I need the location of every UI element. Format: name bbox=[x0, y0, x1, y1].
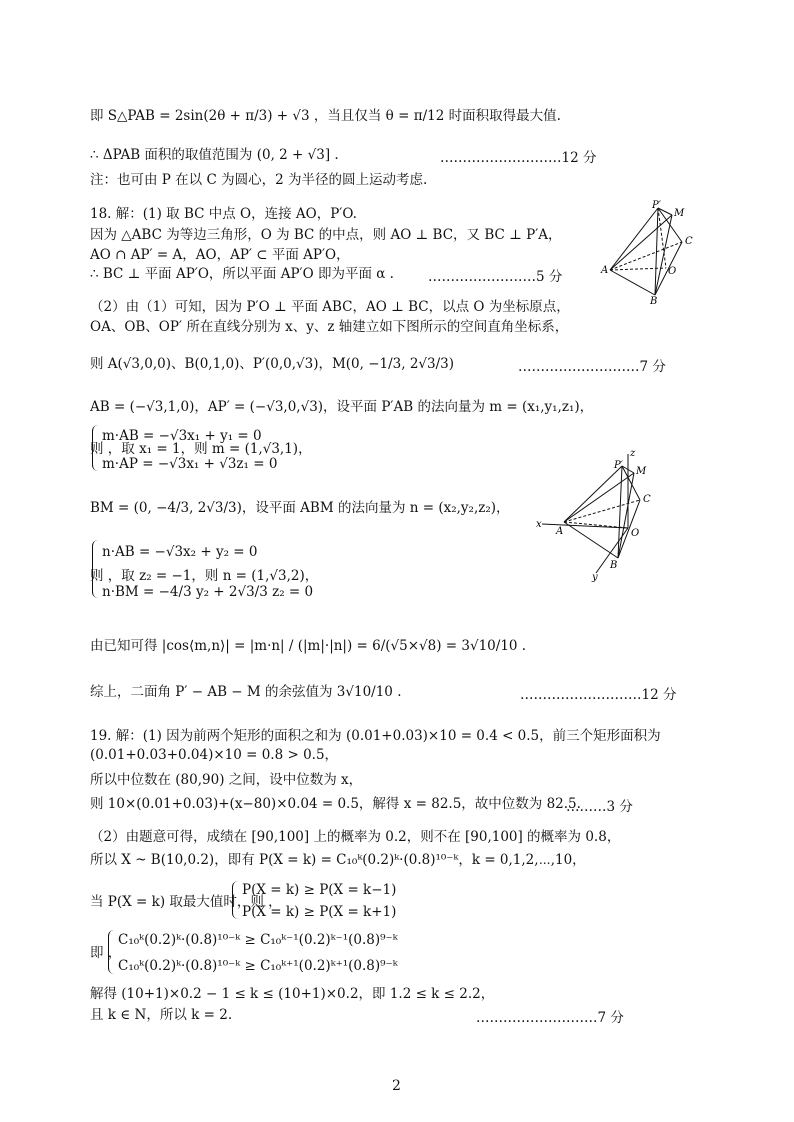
text-line: ∴ ΔPAB 面积的取值范围为 (0, 2 + √3] . bbox=[90, 147, 339, 163]
label-C: C bbox=[643, 494, 651, 505]
text-line: 19. 解：(1) 因为前两个矩形的面积之和为 (0.01+0.03)×10 = 0.4 < 0.5，前三个矩形面积为 bbox=[90, 728, 661, 744]
text-line: 解得 (10+1)×0.2 − 1 ≤ k ≤ (10+1)×0.2，即 1.2 ≤ k ≤ 2.2， bbox=[90, 986, 495, 1002]
text-line: OA、OB、OP′ 所在直线分别为 x、y、z 轴建立如下图所示的空间直角坐标系， bbox=[90, 319, 569, 335]
text-line: 则 A(√3,0,0)、B(0,1,0)、P′(0,0,√3)，M(0, −1/3, 2√3/3) bbox=[90, 356, 455, 372]
label-A: A bbox=[556, 526, 564, 537]
equation: P(X = k) ≥ P(X = k+1) bbox=[242, 904, 397, 920]
label-O: O bbox=[668, 266, 677, 277]
text-line: 则 ，取 z₂ = −1，则 n = (1,√3,2)， bbox=[90, 568, 319, 584]
score-note: ………3 分 bbox=[566, 799, 633, 815]
equation: C₁₀ᵏ(0.2)ᵏ·(0.8)¹⁰⁻ᵏ ≥ C₁₀ᵏ⁺¹(0.2)ᵏ⁺¹(0.8)⁹⁻ᵏ bbox=[118, 958, 398, 974]
text-line: （2）由题意可得，成绩在 [90,100] 上的概率为 0.2，则不在 [90,100] 的概率为 0.8， bbox=[90, 829, 621, 845]
label-B: B bbox=[650, 296, 658, 307]
coordinate-figure bbox=[534, 448, 674, 583]
label-P: P′ bbox=[614, 460, 623, 471]
label-y: y bbox=[592, 572, 598, 583]
text-line: 由已知可得 |cos⟨m,n⟩| = |m·n| / (|m|·|n|) = 6/(√5×√8) = 3√10/10 . bbox=[90, 638, 527, 654]
text-line: 则 ，取 x₁ = 1，则 m = (1,√3,1)， bbox=[90, 441, 312, 457]
label-P: P′ bbox=[652, 200, 661, 211]
text-line: 则 10×(0.01+0.03)+(x−80)×0.04 = 0.5，解得 x = 82.5，故中位数为 82.5. bbox=[90, 796, 581, 812]
text-line: 综上，二面角 P′ − AB − M 的余弦值为 3√10/10 . bbox=[90, 684, 402, 700]
text-line: 18. 解：(1) 取 BC 中点 O，连接 AO，P′O. bbox=[90, 206, 357, 222]
label-C: C bbox=[685, 236, 693, 247]
label-B: B bbox=[610, 560, 618, 571]
label-A: A bbox=[601, 265, 609, 276]
score-note: ………………………7 分 bbox=[518, 359, 666, 375]
text-line: 因为 △ABC 为等边三角形，O 为 BC 的中点，则 AO ⊥ BC，又 BC ⊥ P′A， bbox=[90, 227, 562, 243]
text-line: 即 S△PAB = 2sin(2θ + π/3) + √3 ，当且仅当 θ = π/12 时面积取得最大值. bbox=[90, 108, 561, 124]
text-line: ∴ BC ⊥ 平面 AP′O，所以平面 AP′O 即为平面 α . bbox=[90, 266, 394, 282]
score-note: ……………………5 分 bbox=[428, 269, 563, 285]
text-line: 且 k ∈ N，所以 k = 2. bbox=[90, 1007, 233, 1023]
text-line: 即 ， bbox=[90, 945, 122, 961]
label-M: M bbox=[636, 466, 647, 477]
pyramid-figure bbox=[600, 200, 700, 310]
score-note: ………………………12 分 bbox=[520, 687, 677, 703]
equation: m·AB = −√3x₁ + y₁ = 0 bbox=[102, 428, 262, 444]
equation: n·BM = −4/3 y₂ + 2√3/3 z₂ = 0 bbox=[102, 584, 314, 600]
equation: P(X = k) ≥ P(X = k−1) bbox=[242, 882, 397, 898]
text-line: AB = (−√3,1,0)，AP′ = (−√3,0,√3)，设平面 P′AB 的法向量为 m = (x₁,y₁,z₁)， bbox=[90, 399, 594, 415]
label-O: O bbox=[631, 528, 640, 539]
text-line: (0.01+0.03+0.04)×10 = 0.8 > 0.5， bbox=[90, 747, 339, 763]
text-line: 所以中位数在 (80,90) 之间，设中位数为 x， bbox=[90, 772, 363, 788]
score-note: ………………………7 分 bbox=[476, 1010, 624, 1026]
text-line: BM = (0, −4/3, 2√3/3)，设平面 ABM 的法向量为 n = (x₂,y₂,z₂)， bbox=[90, 500, 510, 516]
score-note: ………………………12 分 bbox=[440, 150, 597, 166]
equation: n·AB = −√3x₂ + y₂ = 0 bbox=[102, 544, 258, 560]
page-number: 2 bbox=[392, 1078, 401, 1094]
label-x: x bbox=[536, 519, 542, 530]
label-z: z bbox=[630, 448, 636, 459]
text-line: 当 P(X = k) 取最大值时，则 ， bbox=[90, 894, 282, 910]
text-line: 所以 X ~ B(10,0.2)，即有 P(X = k) = C₁₀ᵏ(0.2)ᵏ·(0.8)¹⁰⁻ᵏ，k = 0,1,2,⋯,10， bbox=[90, 852, 586, 868]
text-line: AO ∩ AP′ = A，AO，AP′ ⊂ 平面 AP′O， bbox=[90, 247, 350, 263]
equation: C₁₀ᵏ(0.2)ᵏ·(0.8)¹⁰⁻ᵏ ≥ C₁₀ᵏ⁻¹(0.2)ᵏ⁻¹(0.8)⁹⁻ᵏ bbox=[118, 932, 398, 948]
label-M: M bbox=[674, 208, 685, 219]
text-line: （2）由（1）可知，因为 P′O ⊥ 平面 ABC，AO ⊥ BC，以点 O 为坐标原点， bbox=[90, 299, 570, 315]
text-line: 注：也可由 P 在以 C 为圆心，2 为半径的圆上运动考虑. bbox=[90, 172, 428, 188]
equation: m·AP = −√3x₁ + √3z₁ = 0 bbox=[102, 456, 278, 472]
